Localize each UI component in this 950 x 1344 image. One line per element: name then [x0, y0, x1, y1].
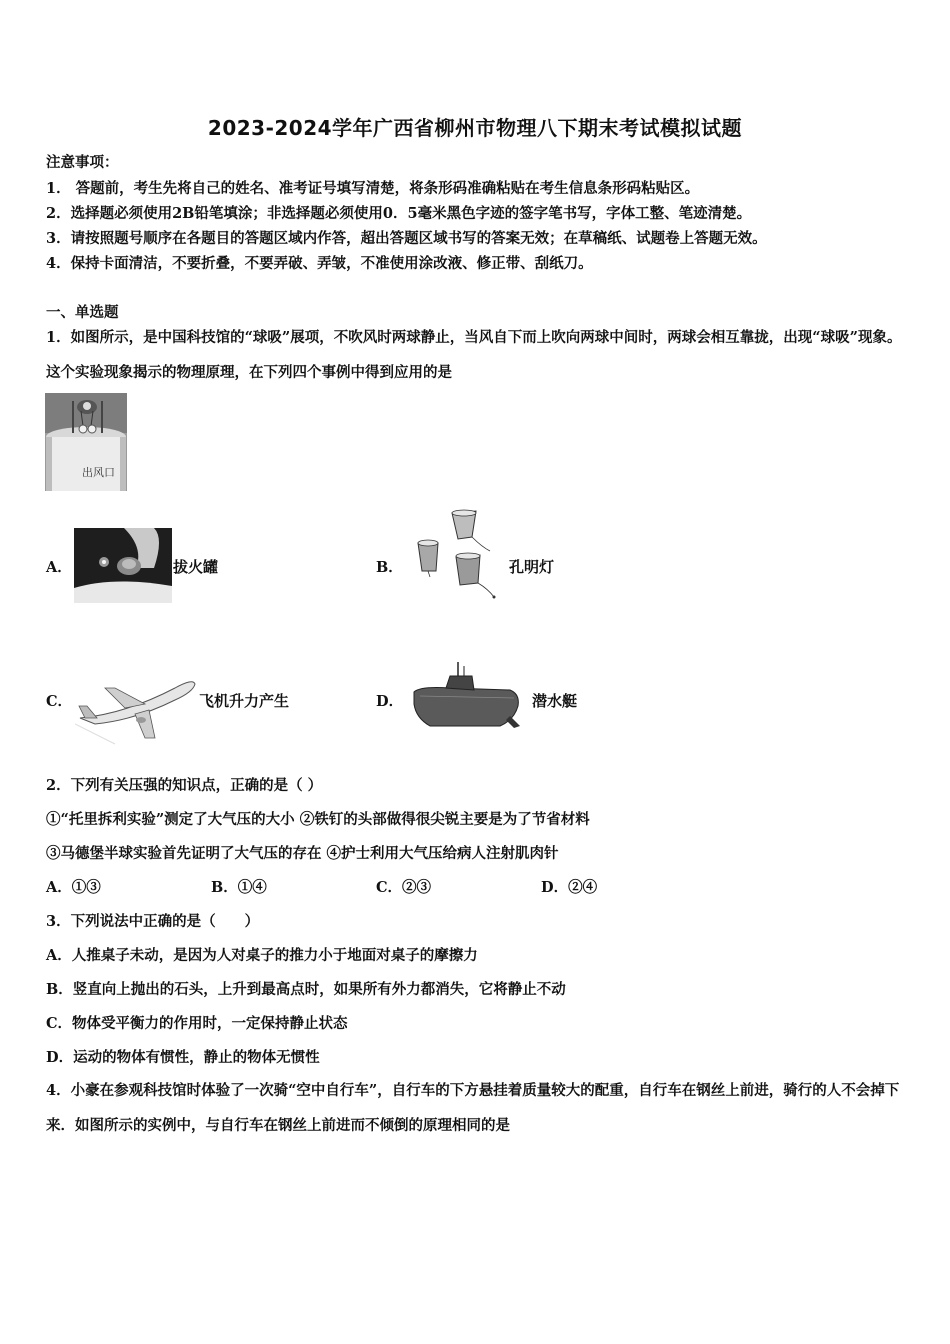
- q2-option-b: B．①④: [211, 879, 267, 896]
- option-a-text: 拔火罐: [173, 558, 219, 576]
- notice-heading: 注意事项：: [46, 154, 119, 171]
- q4-stem: 4．小豪在参观科技馆时体验了一次骑“空中自行车”，自行车的下方悬挂着质量较大的配重，自行车在钢丝上前进，骑行的人不会掉下来．如图所示的实例中，与自行车在钢丝上前进而不倾倒的原理相同的是: [46, 1082, 900, 1134]
- q2-option-c: C．②③: [376, 879, 432, 896]
- option-a-label: A．: [46, 559, 72, 576]
- sky-lantern-image: [410, 507, 500, 602]
- q3-option-d: D．运动的物体有惯性，静止的物体无惯性: [46, 1049, 320, 1066]
- q2-option-a: A．①③: [46, 879, 101, 896]
- notice-item: 2．选择题必须使用2B铅笔填涂；非选择题必须使用0．5毫米黑色字迹的签字笔书写，字体工整、笔迹清楚。: [46, 205, 752, 222]
- q3-option-b: B．竖直向上抛出的石头，上升到最高点时，如果所有外力都消失，它将静止不动: [46, 981, 566, 998]
- option-b-label: B．: [376, 559, 403, 576]
- q2-stem: 2．下列有关压强的知识点，正确的是（ ）: [46, 777, 323, 794]
- option-c-text: 飞机升力产生: [199, 692, 290, 710]
- q2-option-d: D．②④: [541, 879, 598, 896]
- figure-label-outlet: 出风口: [82, 466, 115, 479]
- notice-item: 3．请按照题号顺序在各题目的答题区域内作答，超出答题区域书写的答案无效；在草稿纸、试题卷上答题无效。: [46, 230, 767, 247]
- q3-stem: 3．下列说法中正确的是（ ）: [46, 913, 260, 930]
- page-title: 2023-2024学年广西省柳州市物理八下期末考试模拟试题: [207, 116, 743, 140]
- option-c-label: C．: [46, 693, 73, 710]
- option-d-label: D．: [376, 693, 404, 710]
- q1-stem: 1．如图所示，是中国科技馆的“球吸”展项，不吹风时两球静止，当风自下而上吹向两球中间时，两球会相互靠拢，出现“球吸”现象。这个实验现象揭示的物理原理，在下列四个事例中得到应用的是: [46, 329, 902, 381]
- submarine-image: [410, 660, 522, 734]
- airplane-image: [75, 668, 197, 746]
- section-heading: 一、单选题: [46, 304, 119, 321]
- option-b-text: 孔明灯: [509, 558, 555, 576]
- q3-option-a: A．人推桌子未动，是因为人对桌子的推力小于地面对桌子的摩擦力: [46, 947, 478, 964]
- notice-item: 4．保持卡面清洁，不要折叠，不要弄破、弄皱，不准使用涂改液、修正带、刮纸刀。: [46, 255, 593, 272]
- q2-statements-1: ①“托里拆利实验”测定了大气压的大小 ②铁钉的头部做得很尖锐主要是为了节省材料: [46, 811, 590, 828]
- cupping-image: [74, 528, 172, 603]
- q3-option-c: C．物体受平衡力的作用时，一定保持静止状态: [46, 1015, 348, 1032]
- notice-item: 1． 答题前，考生先将自己的姓名、准考证号填写清楚，将条形码准确粘贴在考生信息条形码粘贴区。: [46, 180, 700, 197]
- option-d-text: 潜水艇: [532, 692, 578, 710]
- q2-statements-2: ③马德堡半球实验首先证明了大气压的存在 ④护士利用大气压给病人注射肌肉针: [46, 845, 559, 862]
